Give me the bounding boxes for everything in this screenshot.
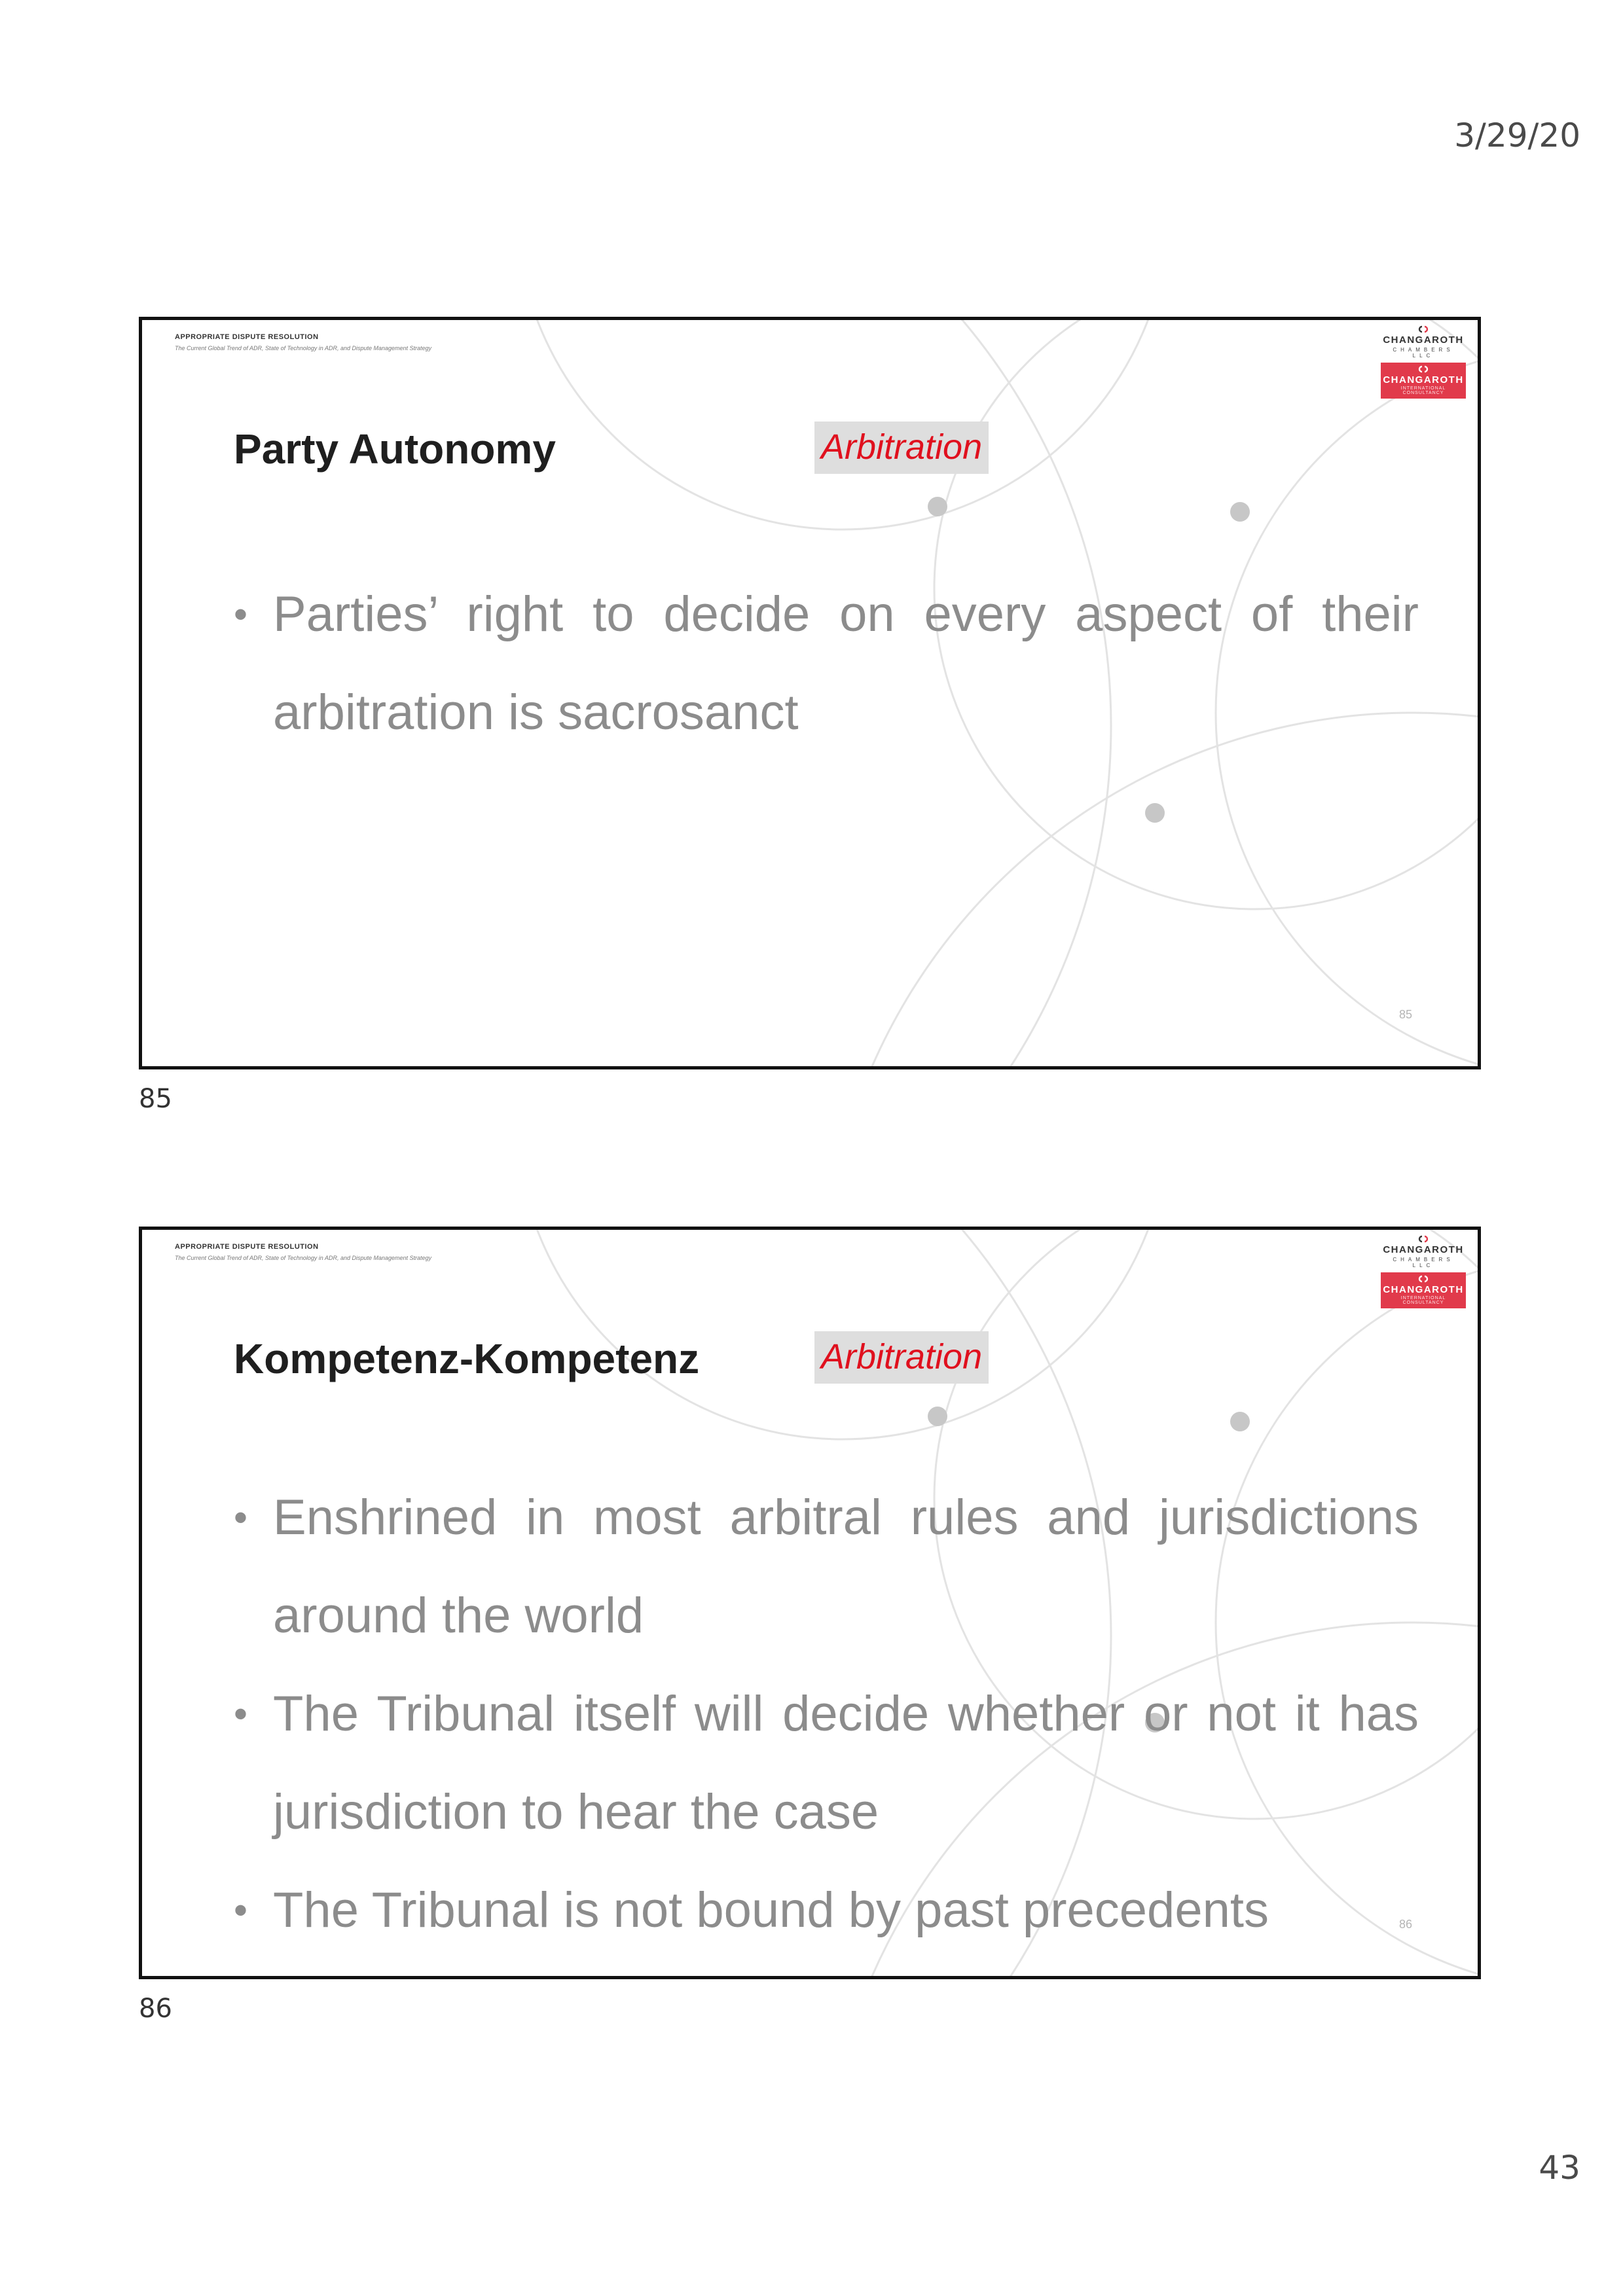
bullet-item: • Enshrined in most arbitral rules and jurisdictions around the world bbox=[234, 1469, 1419, 1665]
slide-title: Kompetenz-Kompetenz bbox=[234, 1335, 700, 1382]
decor-dot bbox=[928, 1407, 947, 1426]
bullet-list bbox=[234, 565, 1419, 762]
slide-caption: 85 bbox=[139, 1084, 172, 1114]
logo-top-tag: CHAMBERS LLC bbox=[1393, 1257, 1454, 1268]
page-number: 43 bbox=[1539, 2149, 1580, 2187]
page-date: 3/29/20 bbox=[1454, 117, 1580, 154]
changaroth-chambers-logo bbox=[1381, 1235, 1466, 1268]
logo-top-tag: CHAMBERS LLC bbox=[1393, 347, 1454, 359]
logo-mark-icon bbox=[1416, 325, 1431, 333]
header-subtitle: The Current Global Trend of ADR, State of Technology in ADR, and Dispute Management Strategy bbox=[175, 345, 432, 351]
changaroth-consultancy-logo bbox=[1381, 1272, 1466, 1308]
slide-number: 86 bbox=[1398, 1918, 1412, 1931]
logo-mark-icon bbox=[1416, 1235, 1431, 1243]
logo-mark-icon bbox=[1416, 365, 1431, 373]
header-title: APPROPRIATE DISPUTE RESOLUTION bbox=[175, 1243, 319, 1251]
changaroth-consultancy-logo bbox=[1381, 363, 1466, 399]
changaroth-logos bbox=[1381, 325, 1466, 399]
decor-dot bbox=[1230, 1412, 1250, 1431]
logo-red-tag: INTERNATIONAL CONSULTANCY bbox=[1400, 386, 1446, 395]
header-subtitle: The Current Global Trend of ADR, State of Technology in ADR, and Dispute Management Strategy bbox=[175, 1255, 432, 1261]
logo-top-name: CHANGAROTH bbox=[1383, 1244, 1464, 1255]
slide-caption: 86 bbox=[139, 1994, 172, 2024]
bullet-item: • Parties’ right to decide on every aspect of their arbitration is sacrosanct bbox=[234, 565, 1419, 762]
slide-number: 85 bbox=[1398, 1008, 1412, 1021]
slide-party-autonomy bbox=[139, 317, 1481, 1069]
logo-top-name: CHANGAROTH bbox=[1383, 334, 1464, 346]
bullet-list bbox=[234, 1469, 1419, 1960]
topic-badge: Arbitration bbox=[814, 422, 989, 474]
header-title: APPROPRIATE DISPUTE RESOLUTION bbox=[175, 333, 319, 341]
logo-red-name: CHANGAROTH bbox=[1383, 1284, 1464, 1295]
slide-kompetenz-kompetenz bbox=[139, 1227, 1481, 1979]
changaroth-chambers-logo bbox=[1381, 325, 1466, 359]
logo-red-name: CHANGAROTH bbox=[1383, 374, 1464, 386]
decor-dot bbox=[1230, 502, 1250, 522]
bullet-item: • The Tribunal is not bound by past precedents bbox=[234, 1861, 1419, 1960]
slide-title: Party Autonomy bbox=[234, 425, 556, 473]
logo-red-tag: INTERNATIONAL CONSULTANCY bbox=[1400, 1296, 1446, 1305]
topic-badge: Arbitration bbox=[814, 1331, 989, 1384]
changaroth-logos bbox=[1381, 1235, 1466, 1308]
decor-dot bbox=[928, 497, 947, 516]
bullet-item: • The Tribunal itself will decide whether or not it has jurisdiction to hear the case bbox=[234, 1665, 1419, 1861]
logo-mark-icon bbox=[1416, 1275, 1431, 1283]
decor-dot bbox=[1145, 803, 1165, 823]
